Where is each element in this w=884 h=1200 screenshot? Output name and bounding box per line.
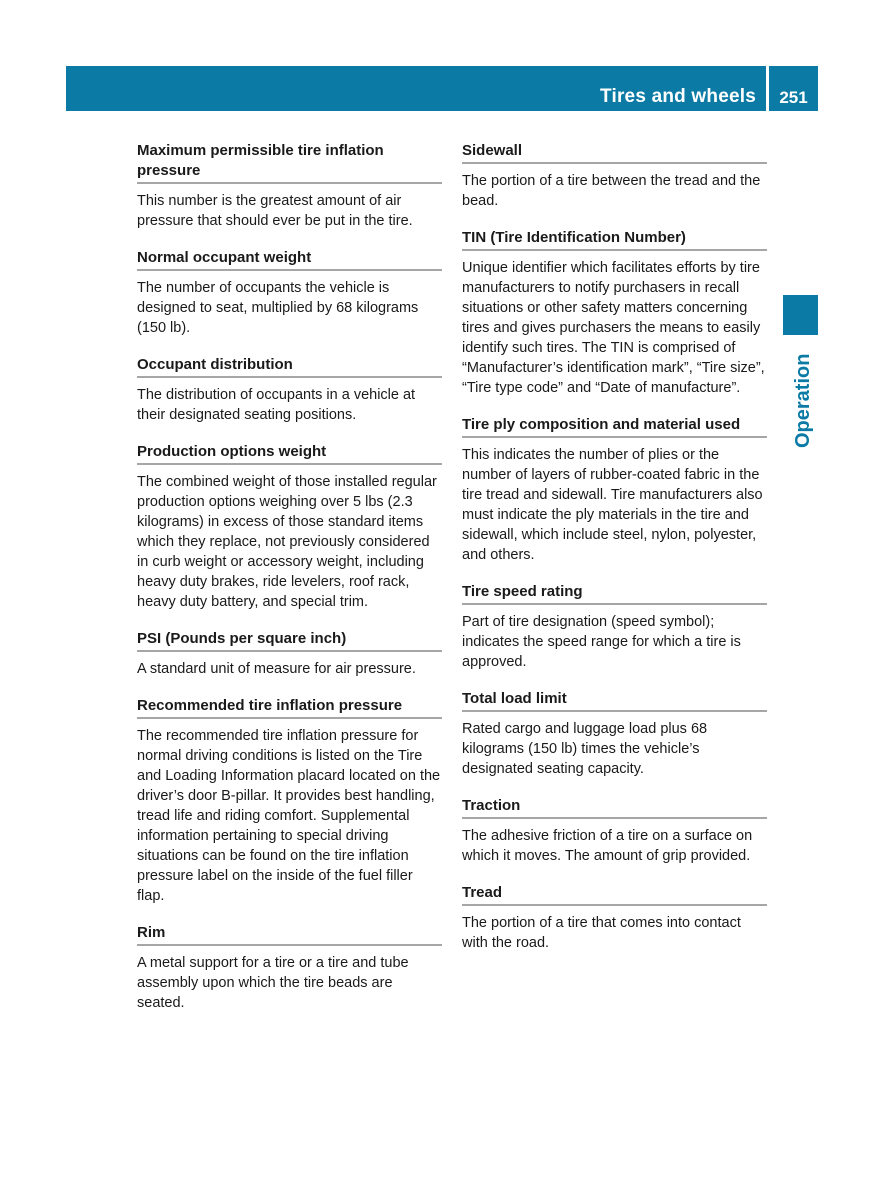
entry-term: Normal occupant weight bbox=[137, 248, 442, 271]
entry-term: Production options weight bbox=[137, 442, 442, 465]
glossary-entry bbox=[462, 883, 767, 953]
glossary-entry bbox=[462, 415, 767, 565]
glossary-entry bbox=[137, 629, 442, 679]
glossary-entry bbox=[462, 141, 767, 211]
page-number: 251 bbox=[779, 88, 808, 107]
left-column bbox=[137, 141, 442, 1030]
section-title: Tires and wheels bbox=[600, 86, 756, 107]
header-bar bbox=[66, 66, 766, 111]
glossary-entry bbox=[137, 923, 442, 1013]
glossary-entry bbox=[462, 796, 767, 866]
entry-definition: The number of occupants the vehicle is designed to seat, multiplied by 68 kilograms (150 lb). bbox=[137, 280, 419, 336]
entry-term: PSI (Pounds per square inch) bbox=[137, 629, 442, 652]
entry-definition: This number is the greatest amount of air pressure that should ever be put in the tire. bbox=[137, 193, 413, 229]
entry-definition: The portion of a tire between the tread and the bead. bbox=[462, 173, 761, 209]
entry-definition: The adhesive friction of a tire on a surface on which it moves. The amount of grip provided. bbox=[462, 828, 753, 864]
glossary-entry bbox=[137, 355, 442, 425]
glossary-entry bbox=[137, 696, 442, 906]
entry-term: Maximum permissible tire inflation pressure bbox=[137, 141, 442, 184]
entry-definition: The combined weight of those installed regular production options weighing over 5 lbs (2.3 kilograms) in excess of those standard items which they replace, not previously considered in curb weight or accessory weight, including heavy duty brakes, ride levelers, roof rack, heavy duty battery, and special trim. bbox=[137, 474, 437, 610]
entry-definition: The recommended tire inflation pressure for normal driving conditions is listed on the Tire and Loading Information placard located on the driver’s door B-pillar. It provides best handling, tread life and riding comfort. Supplemental information pertaining to special driving situations can be found on the tire inflation pressure label on the inside of the fuel filler flap. bbox=[137, 728, 441, 904]
glossary-entry bbox=[462, 689, 767, 779]
entry-definition: The distribution of occupants in a vehicle at their designated seating positions. bbox=[137, 387, 416, 423]
page-number-box bbox=[769, 66, 818, 111]
entry-term: Sidewall bbox=[462, 141, 767, 164]
glossary-entry bbox=[462, 582, 767, 672]
chapter-tab-marker bbox=[783, 295, 818, 335]
right-column bbox=[462, 141, 767, 970]
entry-definition: A standard unit of measure for air pressure. bbox=[137, 661, 416, 677]
glossary-entry bbox=[137, 141, 442, 231]
entry-definition: Part of tire designation (speed symbol); indicates the speed range for which a tire is approved. bbox=[462, 614, 741, 670]
entry-term: Recommended tire inflation pressure bbox=[137, 696, 442, 719]
entry-term: Tire ply composition and material used bbox=[462, 415, 767, 438]
entry-term: Traction bbox=[462, 796, 767, 819]
entry-term: Rim bbox=[137, 923, 442, 946]
chapter-tab-label: Operation bbox=[792, 353, 814, 448]
entry-term: TIN (Tire Identification Number) bbox=[462, 228, 767, 251]
entry-term: Occupant distribution bbox=[137, 355, 442, 378]
glossary-entry bbox=[137, 248, 442, 338]
entry-term: Total load limit bbox=[462, 689, 767, 712]
entry-definition: The portion of a tire that comes into contact with the road. bbox=[462, 915, 741, 951]
entry-definition: Rated cargo and luggage load plus 68 kilograms (150 lb) times the vehicle’s designated seating capacity. bbox=[462, 721, 708, 777]
glossary-entry bbox=[137, 442, 442, 612]
glossary-entry bbox=[462, 228, 767, 398]
entry-definition: A metal support for a tire or a tire and tube assembly upon which the tire beads are seated. bbox=[137, 955, 409, 1011]
entry-definition: This indicates the number of plies or the number of layers of rubber-coated fabric in the tire tread and sidewall. Tire manufacturers also must indicate the ply materials in the tire and sidewall, which include steel, nylon, polyester, and others. bbox=[462, 447, 763, 563]
entry-definition: Unique identifier which facilitates efforts by tire manufacturers to notify purchasers in recall situations or other safety matters concerning tires and gives purchasers the means to easily identify such tires. The TIN is comprised of “Manufacturer’s identification mark”, “Tire size”, “Tire type code” and “Date of manufacture”. bbox=[462, 260, 765, 396]
entry-term: Tire speed rating bbox=[462, 582, 767, 605]
entry-term: Tread bbox=[462, 883, 767, 906]
